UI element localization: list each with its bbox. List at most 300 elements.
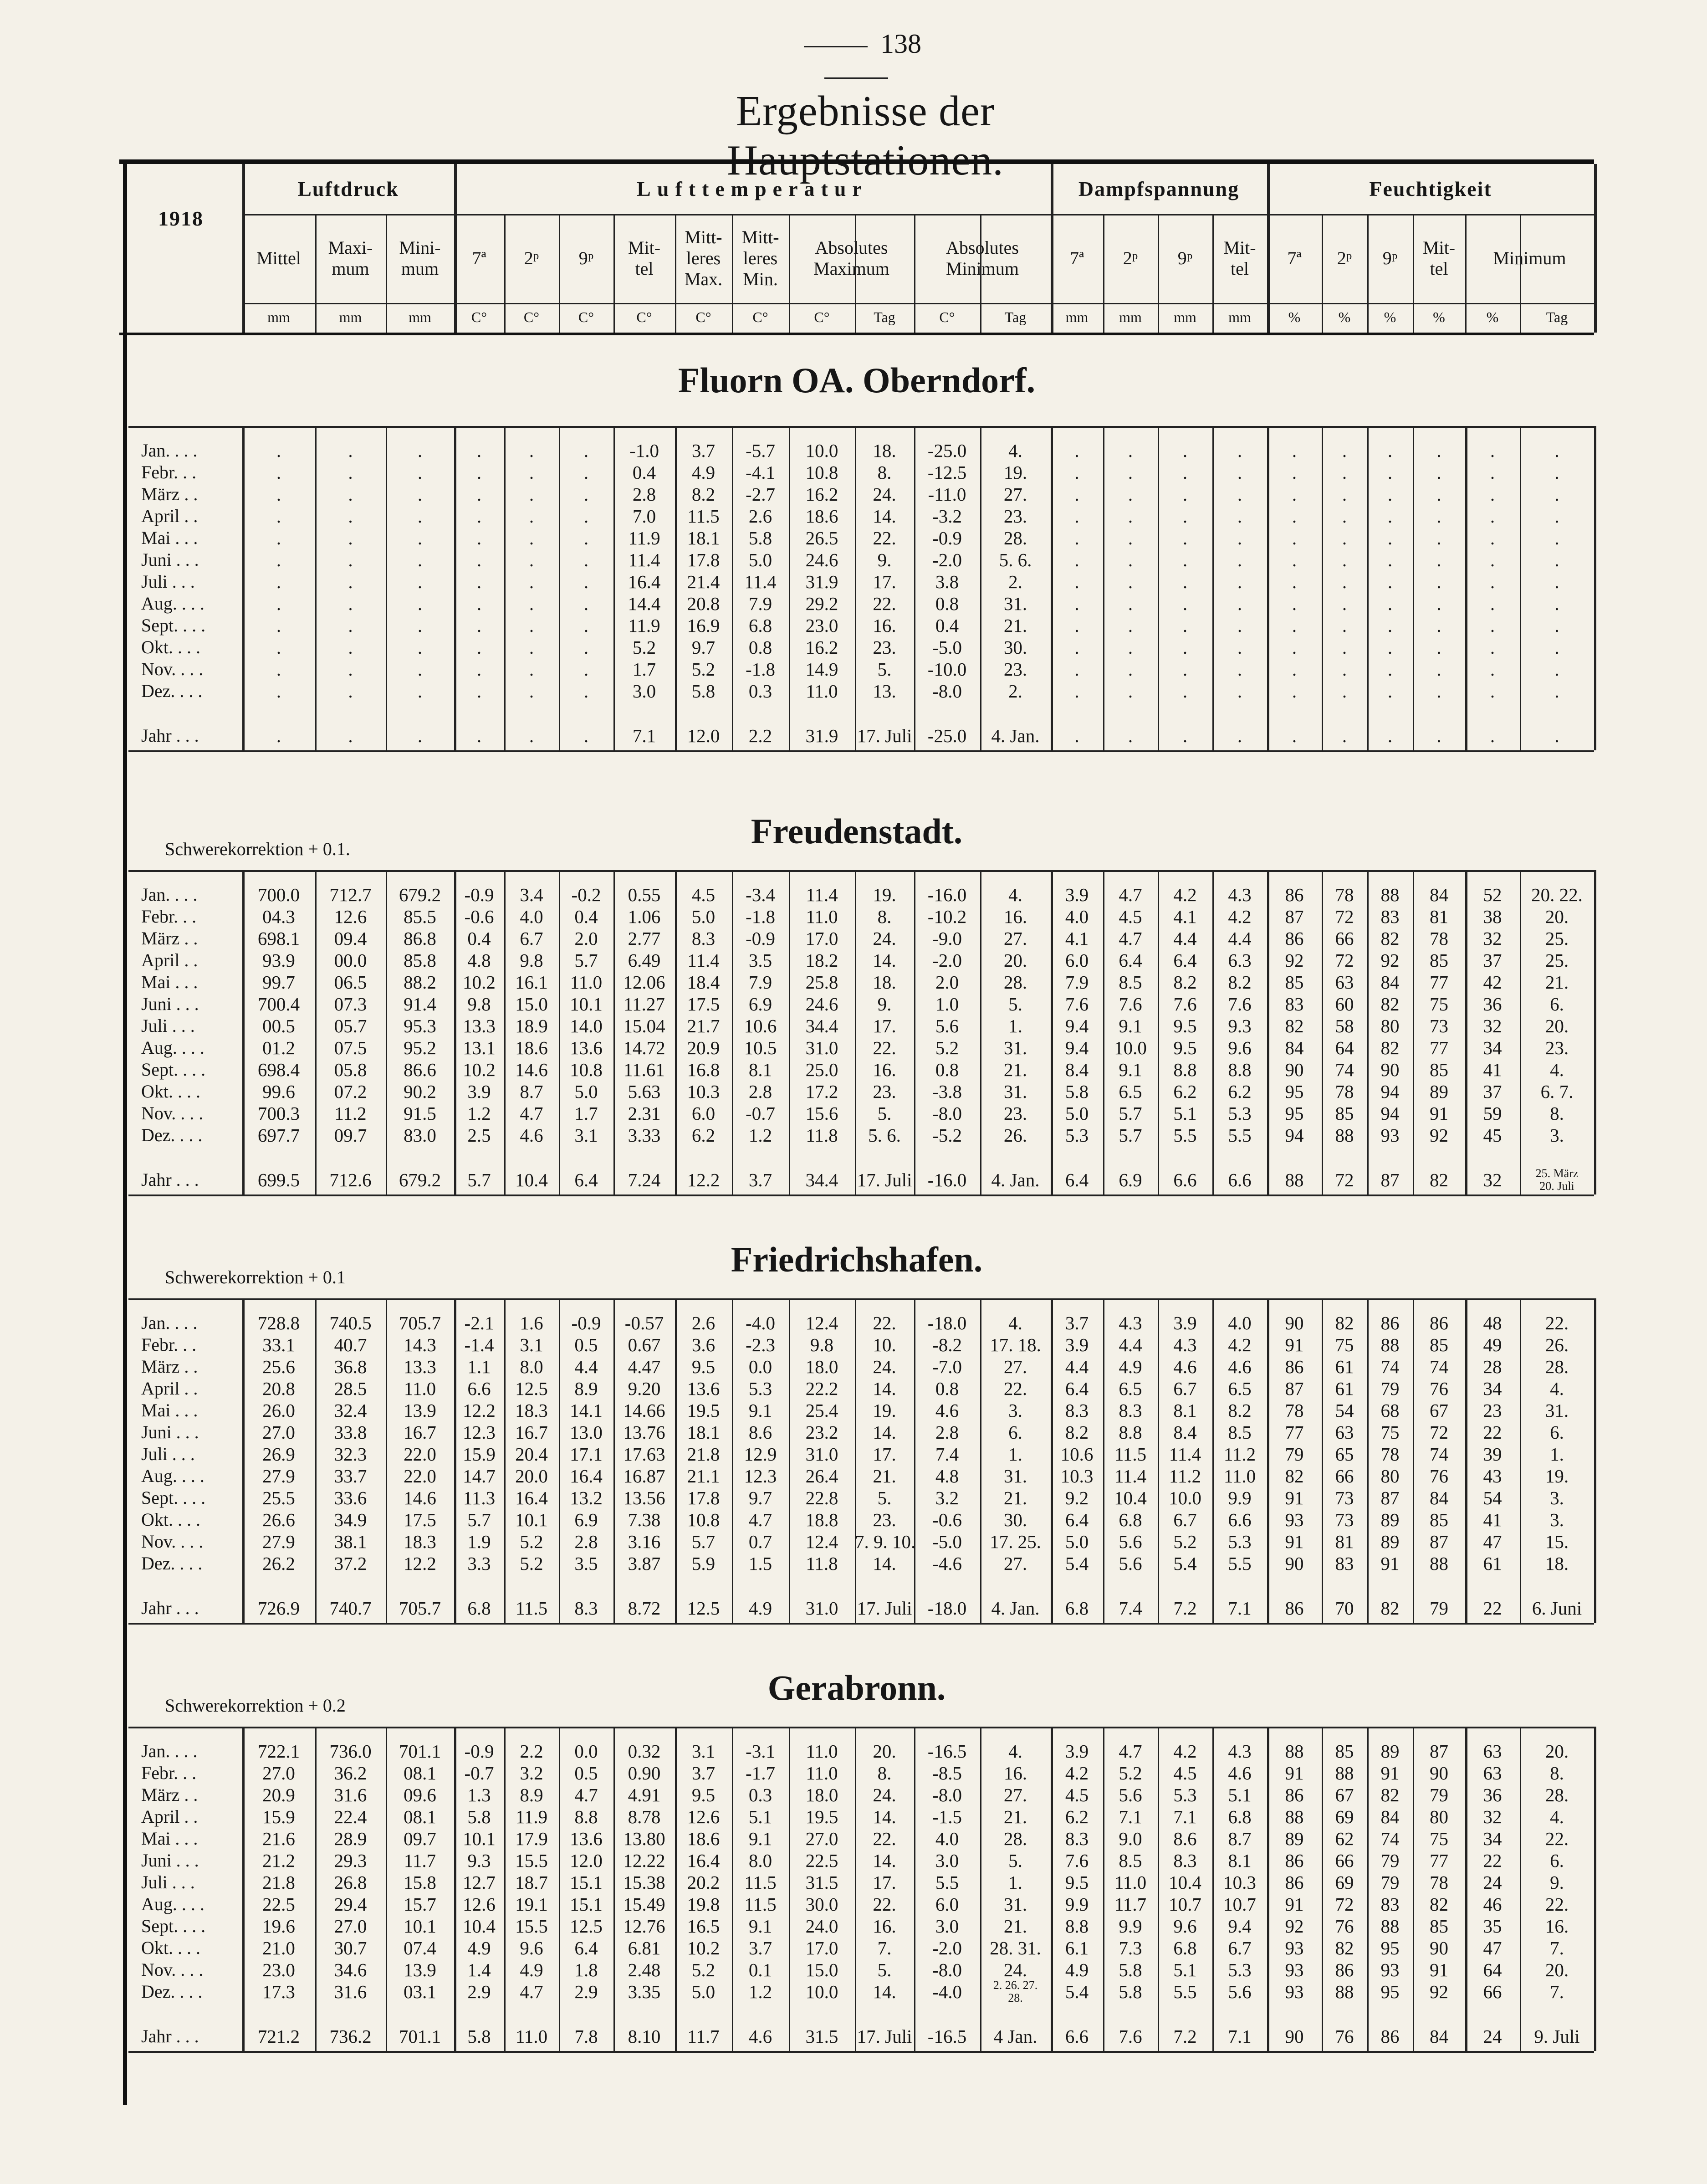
- table-cell: 2.0: [574, 928, 598, 949]
- table-cell: 3.7: [691, 440, 716, 461]
- table-cell: 12.4: [805, 1531, 838, 1552]
- table-cell: 712.6: [329, 1169, 372, 1190]
- header-column-rule: [1051, 164, 1053, 333]
- table-cell: 20.: [1545, 1015, 1569, 1036]
- table-cell: 92: [1430, 1981, 1448, 2002]
- table-cell: 5.8: [1065, 1081, 1089, 1102]
- table-cell: 10.0: [1169, 1487, 1201, 1508]
- table-cell: 47: [1483, 1938, 1502, 1958]
- table-cell: 722.1: [257, 1741, 300, 1762]
- table-cell: 10.0: [805, 440, 838, 461]
- table-cell: 6.4: [574, 1169, 598, 1190]
- table-cell: 10.2: [463, 1059, 496, 1080]
- table-cell: 13.80: [623, 1828, 665, 1849]
- table-cell: .: [476, 681, 482, 702]
- table-cell: 3.9: [1065, 884, 1089, 905]
- table-cell: 4.3: [1228, 1741, 1252, 1762]
- table-cell: 9.1: [748, 1828, 772, 1849]
- table-cell: .: [476, 593, 482, 614]
- table-cell: 64: [1335, 1037, 1354, 1058]
- table-cell: 79: [1285, 1444, 1304, 1465]
- table-cell: 19.: [1545, 1466, 1569, 1487]
- table-cell: 83: [1335, 1553, 1354, 1574]
- table-cell: 13.6: [570, 1037, 603, 1058]
- table-cell: 19.8: [687, 1894, 720, 1915]
- table-cell: 14.6: [404, 1487, 436, 1508]
- page-number: 138: [765, 28, 947, 91]
- table-cell: .: [417, 681, 423, 702]
- table-cell: 9.7: [748, 1487, 772, 1508]
- table-cell: .: [1342, 506, 1347, 527]
- table-cell: 9.5: [691, 1356, 716, 1377]
- column-label-0: Mittel: [256, 248, 301, 268]
- table-cell: 22.: [873, 1312, 896, 1333]
- table-cell: 12.9: [744, 1444, 777, 1465]
- table-cell: .: [529, 593, 534, 614]
- table-cell: .: [1237, 440, 1242, 461]
- table-cell: 9.3: [467, 1850, 491, 1871]
- table-cell: 78: [1380, 1444, 1400, 1465]
- table-cell: 94: [1380, 1103, 1400, 1124]
- table-cell: 20.: [1545, 1959, 1569, 1980]
- table-cell: 38.1: [334, 1531, 367, 1552]
- table-cell: 8.: [1550, 1763, 1564, 1784]
- table-cell: -3.2: [932, 506, 962, 527]
- table-cell: .: [348, 571, 353, 592]
- table-cell: -0.9: [464, 884, 494, 905]
- table-cell: 7.2: [1173, 2026, 1197, 2047]
- month-label: Jahr . . .: [141, 1598, 199, 1618]
- table-cell: .: [1128, 484, 1133, 505]
- table-cell: 0.32: [628, 1741, 661, 1762]
- table-cell: 20.2: [687, 1872, 720, 1893]
- table-cell: .: [1237, 593, 1242, 614]
- table-cell: 12.22: [623, 1850, 665, 1871]
- table-cell: 8.4: [1065, 1059, 1089, 1080]
- table-cell: 5.6: [1228, 1981, 1252, 2002]
- table-cell: 22.0: [404, 1466, 436, 1487]
- header-column-rule: [980, 214, 981, 333]
- table-cell: 00.5: [262, 1015, 295, 1036]
- table-cell: 22.8: [805, 1487, 838, 1508]
- table-cell: 30.: [1003, 637, 1027, 658]
- table-cell: 85: [1430, 1334, 1448, 1355]
- table-cell: .: [1554, 462, 1559, 483]
- table-cell: 31.: [1003, 1466, 1027, 1487]
- month-label: Dez. . . .: [141, 1981, 203, 2002]
- table-cell: 28. 31.: [990, 1938, 1041, 1958]
- table-cell: .: [1554, 725, 1559, 746]
- table-cell: 88: [1380, 884, 1400, 905]
- table-cell: .: [1490, 571, 1495, 592]
- table-cell: 3.9: [467, 1081, 491, 1102]
- table-cell: 25.8: [805, 972, 838, 993]
- table-cell: -2.3: [746, 1334, 775, 1355]
- table-cell: 705.7: [399, 1312, 441, 1333]
- table-cell: 11.7: [687, 2026, 720, 2047]
- table-cell: .: [276, 615, 281, 636]
- table-cell: 27.0: [262, 1763, 295, 1784]
- table-cell: 18.2: [805, 950, 838, 971]
- table-cell: 76: [1430, 1378, 1448, 1399]
- table-cell: 0.1: [748, 1959, 772, 1980]
- table-cell: 15.9: [262, 1806, 295, 1827]
- month-label: Jahr . . .: [141, 2026, 199, 2046]
- column-unit-11: C°: [939, 309, 955, 325]
- table-cell: .: [276, 681, 281, 702]
- table-cell: 14.4: [628, 593, 661, 614]
- table-cell: .: [1128, 615, 1133, 636]
- table-cell: 88: [1285, 1741, 1304, 1762]
- table-cell: 1.: [1008, 1444, 1022, 1465]
- table-cell: .: [583, 462, 589, 483]
- table-cell: 2.8: [748, 1081, 772, 1102]
- table-cell: .: [1182, 462, 1188, 483]
- table-cell: 12.7: [463, 1872, 496, 1893]
- table-cell: 85: [1335, 1741, 1354, 1762]
- table-cell: 90: [1285, 1312, 1304, 1333]
- table-cell: 20.8: [687, 593, 720, 614]
- table-cell: .: [1182, 659, 1188, 680]
- table-cell: 3.7: [748, 1169, 772, 1190]
- table-cell: 24: [1483, 2026, 1502, 2047]
- table-cell: 8.78: [628, 1806, 661, 1827]
- table-cell: 10.7: [1223, 1894, 1256, 1915]
- table-cell: 21.: [1003, 615, 1027, 636]
- table-cell: -0.9: [571, 1312, 601, 1333]
- table-cell: 15.38: [623, 1872, 665, 1893]
- table-cell: 7.3: [1119, 1938, 1142, 1958]
- table-cell: 0.8: [748, 637, 772, 658]
- table-cell: .: [476, 549, 482, 570]
- table-cell: 74: [1335, 1059, 1354, 1080]
- table-cell: 14.: [873, 1378, 896, 1399]
- column-label-15: 9ᵖ: [1177, 248, 1193, 268]
- table-cell: 63: [1335, 972, 1354, 993]
- column-unit-1: mm: [339, 309, 362, 325]
- table-cell: 5.6: [1119, 1784, 1142, 1805]
- station-block: [119, 1230, 1594, 1667]
- table-cell: 72: [1335, 1894, 1354, 1915]
- table-cell: 4. Jan.: [991, 1169, 1040, 1190]
- month-label: Juli . . .: [141, 1872, 195, 1892]
- table-cell: .: [1387, 571, 1393, 592]
- table-cell: 4.6: [1228, 1763, 1252, 1784]
- table-cell: 8.: [877, 1763, 892, 1784]
- table-cell: 27.0: [334, 1916, 367, 1937]
- table-cell: 8.5: [1119, 1850, 1142, 1871]
- station-name: Gerabronn.: [767, 1668, 946, 1707]
- table-cell: .: [1436, 681, 1441, 702]
- table-cell: 79: [1380, 1378, 1400, 1399]
- table-cell: 7.24: [628, 1169, 661, 1190]
- table-cell: 22: [1483, 1422, 1502, 1443]
- table-cell: 22.: [1545, 1894, 1569, 1915]
- table-cell: 91: [1285, 1763, 1304, 1784]
- month-label: Mai . . .: [141, 972, 198, 992]
- table-cell: 67: [1430, 1400, 1448, 1421]
- table-cell: 10.6: [1060, 1444, 1094, 1465]
- table-cell: 3.1: [691, 1741, 716, 1762]
- table-cell: 10.: [873, 1334, 896, 1355]
- month-label: April . .: [141, 506, 198, 526]
- table-cell: 24.: [873, 1356, 896, 1377]
- table-cell: 7.1: [1228, 2026, 1252, 2047]
- table-cell: -16.0: [927, 1169, 967, 1190]
- table-cell: 8.3: [1065, 1828, 1089, 1849]
- table-cell: 11.9: [515, 1806, 548, 1827]
- table-cell: 87: [1430, 1741, 1448, 1762]
- table-cell: 3.7: [691, 1763, 716, 1784]
- table-cell: 95: [1285, 1103, 1304, 1124]
- table-cell: .: [1554, 681, 1559, 702]
- table-cell: 7.: [1550, 1938, 1564, 1958]
- table-cell: .: [1182, 549, 1188, 570]
- table-cell: 9.1: [1119, 1059, 1142, 1080]
- table-cell: 5.1: [748, 1806, 772, 1827]
- table-cell: 14.: [873, 1422, 896, 1443]
- table-cell: 33.6: [334, 1487, 367, 1508]
- table-cell: 4.8: [935, 1466, 959, 1487]
- table-cell: 35: [1483, 1916, 1502, 1937]
- table-cell: 5.8: [467, 2026, 491, 2047]
- table-cell: 4.0: [1228, 1312, 1252, 1333]
- table-cell: 31.: [1545, 1400, 1569, 1421]
- table-cell: 42: [1483, 972, 1502, 993]
- header-column-rule: [1212, 214, 1214, 333]
- table-cell: .: [1074, 593, 1079, 614]
- table-cell: 76: [1430, 1466, 1448, 1487]
- column-label-9: Absolutes Maximum: [813, 237, 889, 279]
- table-cell: 679.2: [399, 884, 441, 905]
- table-cell: 92: [1380, 950, 1400, 971]
- column-label-11: Absolutes Minimum: [945, 237, 1019, 279]
- table-cell: 6.4: [1065, 1509, 1089, 1530]
- month-label: Juni . . .: [141, 549, 199, 570]
- table-cell: .: [1182, 615, 1188, 636]
- table-cell: 11.5: [687, 506, 720, 527]
- table-cell: 20.: [1545, 1741, 1569, 1762]
- table-cell: 3.9: [1065, 1334, 1089, 1355]
- table-cell: 85: [1430, 1509, 1448, 1530]
- gravity-correction: Schwerekorrektion + 0.2: [165, 1695, 346, 1716]
- table-cell: .: [1490, 659, 1495, 680]
- table-cell: 8.3: [1173, 1850, 1197, 1871]
- table-cell: 7.9: [748, 972, 772, 993]
- table-cell: 705.7: [399, 1598, 441, 1619]
- table-cell: 0.4: [467, 928, 491, 949]
- table-cell: 7.1: [1228, 1598, 1252, 1619]
- table-cell: 19.: [873, 1400, 896, 1421]
- table-cell: 83: [1285, 994, 1304, 1015]
- table-cell: -0.6: [932, 1509, 962, 1530]
- table-cell: 5.5: [1228, 1553, 1252, 1574]
- table-cell: .: [1237, 637, 1242, 658]
- table-cell: .: [1436, 659, 1441, 680]
- table-cell: .: [1128, 725, 1133, 746]
- table-cell: 74: [1430, 1356, 1448, 1377]
- table-cell: 7.9: [748, 593, 772, 614]
- table-cell: 6.2: [691, 1125, 716, 1146]
- table-cell: 6.8: [1228, 1806, 1252, 1827]
- table-cell: 22.: [873, 528, 896, 549]
- table-cell: 31.6: [334, 1981, 367, 2002]
- table-cell: 5.2: [520, 1531, 543, 1552]
- table-cell: 0.0: [574, 1741, 598, 1762]
- table-cell: 6.2: [1173, 1081, 1197, 1102]
- table-cell: 12.76: [623, 1916, 665, 1937]
- table-cell: 9.20: [628, 1378, 661, 1399]
- table-cell: 32: [1483, 1015, 1502, 1036]
- table-cell: 12.2: [687, 1169, 720, 1190]
- table-cell: .: [1342, 681, 1347, 702]
- table-cell: 5.7: [1119, 1125, 1142, 1146]
- table-cell: 10.6: [744, 1015, 777, 1036]
- table-cell: 6.: [1550, 1422, 1564, 1443]
- table-cell: 10.2: [463, 972, 496, 993]
- table-cell: 4.4: [574, 1356, 598, 1377]
- table-rule: [128, 870, 1594, 872]
- table-cell: 8.9: [574, 1378, 598, 1399]
- table-cell: 31.0: [805, 1037, 838, 1058]
- table-cell: 86: [1285, 1784, 1304, 1805]
- table-cell: 54: [1335, 1400, 1354, 1421]
- table-cell: 75: [1380, 1422, 1400, 1443]
- table-cell: 701.1: [399, 1741, 441, 1762]
- table-cell: 16.4: [628, 571, 661, 592]
- table-cell: 6.6: [1228, 1169, 1252, 1190]
- table-cell: 89: [1380, 1531, 1400, 1552]
- table-cell: 4.2: [1228, 906, 1252, 927]
- table-cell: .: [529, 440, 534, 461]
- table-cell: 10.3: [1223, 1872, 1256, 1893]
- table-cell: 94: [1380, 1081, 1400, 1102]
- table-cell: 6.5: [1228, 1378, 1252, 1399]
- table-cell: 17.5: [687, 994, 720, 1015]
- section-feuchtigkeit: Feuchtigkeit: [1369, 177, 1492, 200]
- table-cell: 23.: [1003, 1103, 1027, 1124]
- table-cell: 15.49: [623, 1894, 665, 1915]
- table-cell: 7.6: [1119, 2026, 1142, 2047]
- table-cell: .: [583, 659, 589, 680]
- table-cell: 20.4: [515, 1444, 548, 1465]
- table-cell: 16.1: [515, 972, 548, 993]
- table-cell: .: [1342, 549, 1347, 570]
- table-cell: 17.9: [515, 1828, 548, 1849]
- table-cell: 5.6: [1119, 1553, 1142, 1574]
- table-cell: .: [1554, 484, 1559, 505]
- table-cell: 41: [1483, 1059, 1502, 1080]
- table-cell: 7.6: [1228, 994, 1252, 1015]
- table-cell: 4.: [1008, 1741, 1022, 1762]
- table-cell: 6.7: [1173, 1378, 1197, 1399]
- table-cell: 11.0: [806, 906, 838, 927]
- table-cell: 0.3: [748, 681, 772, 702]
- table-cell: 77: [1430, 972, 1448, 993]
- table-cell: 10.0: [1114, 1037, 1147, 1058]
- table-cell: 38: [1483, 906, 1502, 927]
- table-cell: .: [1128, 440, 1133, 461]
- table-cell: -0.9: [464, 1741, 494, 1762]
- table-cell: 4.3: [1173, 1334, 1197, 1355]
- table-cell: 22.4: [334, 1806, 367, 1827]
- table-cell: .: [1387, 549, 1393, 570]
- table-cell: 27.0: [805, 1828, 838, 1849]
- table-cell: 17.8: [687, 549, 720, 570]
- table-cell: .: [529, 637, 534, 658]
- month-label: Nov. . . .: [141, 1103, 204, 1123]
- table-cell: 73: [1335, 1509, 1354, 1530]
- table-cell: 6.2: [1228, 1081, 1252, 1102]
- column-unit-18: %: [1338, 309, 1351, 325]
- table-cell: 728.8: [257, 1312, 300, 1333]
- column-label-4: 2ᵖ: [524, 248, 539, 268]
- table-cell: 1.8: [574, 1959, 598, 1980]
- table-cell: 4.9: [1119, 1356, 1142, 1377]
- table-cell: 16.5: [687, 1916, 720, 1937]
- table-cell: 7.6: [1065, 994, 1089, 1015]
- table-cell: 12.3: [463, 1422, 496, 1443]
- table-cell: 16.2: [805, 637, 838, 658]
- table-cell: 15.1: [570, 1894, 603, 1915]
- table-cell: .: [417, 725, 423, 746]
- table-cell: 8.2: [1228, 972, 1252, 993]
- table-cell: 27.: [1003, 928, 1027, 949]
- table-cell: 4.2: [1173, 884, 1197, 905]
- table-cell: 08.1: [404, 1806, 436, 1827]
- table-cell: 11.0: [806, 1741, 838, 1762]
- table-cell: 4.0: [1065, 906, 1089, 927]
- table-cell: 699.5: [257, 1169, 300, 1190]
- table-cell: 27.: [1003, 1356, 1027, 1377]
- table-cell: 82: [1335, 1938, 1354, 1958]
- table-cell: .: [276, 549, 281, 570]
- table-cell: 36.8: [334, 1356, 367, 1377]
- table-cell: .: [417, 615, 423, 636]
- table-cell: .: [476, 506, 482, 527]
- table-cell: 21.: [873, 1466, 896, 1487]
- table-rule: [128, 2051, 1594, 2053]
- table-cell: 13.6: [570, 1828, 603, 1849]
- table-cell: .: [1436, 615, 1441, 636]
- table-cell: -0.57: [624, 1312, 664, 1333]
- table-cell: 90: [1380, 1059, 1400, 1080]
- table-cell: .: [1128, 659, 1133, 680]
- table-cell: 2.31: [628, 1103, 661, 1124]
- table-cell: 1.9: [467, 1531, 491, 1552]
- table-cell: 11.7: [1114, 1894, 1147, 1915]
- month-label: Juli . . .: [141, 571, 195, 592]
- table-cell: 93: [1285, 1938, 1304, 1958]
- table-cell: 16.: [873, 1916, 896, 1937]
- table-cell: 31.9: [805, 725, 838, 746]
- table-cell: .: [476, 484, 482, 505]
- table-cell: 4.1: [1173, 906, 1197, 927]
- month-label: Mai . . .: [141, 1828, 198, 1849]
- table-cell: -7.0: [932, 1356, 962, 1377]
- table-cell: 6.7: [1173, 1509, 1197, 1530]
- table-cell: 2.2: [520, 1741, 543, 1762]
- table-cell: 10.1: [515, 1509, 548, 1530]
- table-cell: 7.2: [1173, 1598, 1197, 1619]
- section-lufttemperatur: Lufttemperatur: [637, 177, 868, 200]
- table-cell: 11.2: [334, 1103, 367, 1124]
- table-cell: 74: [1380, 1828, 1400, 1849]
- table-cell: 1.: [1008, 1015, 1022, 1036]
- table-cell: 30.0: [805, 1894, 838, 1915]
- table-cell: 6.3: [1228, 950, 1252, 971]
- table-cell: 8.: [877, 906, 892, 927]
